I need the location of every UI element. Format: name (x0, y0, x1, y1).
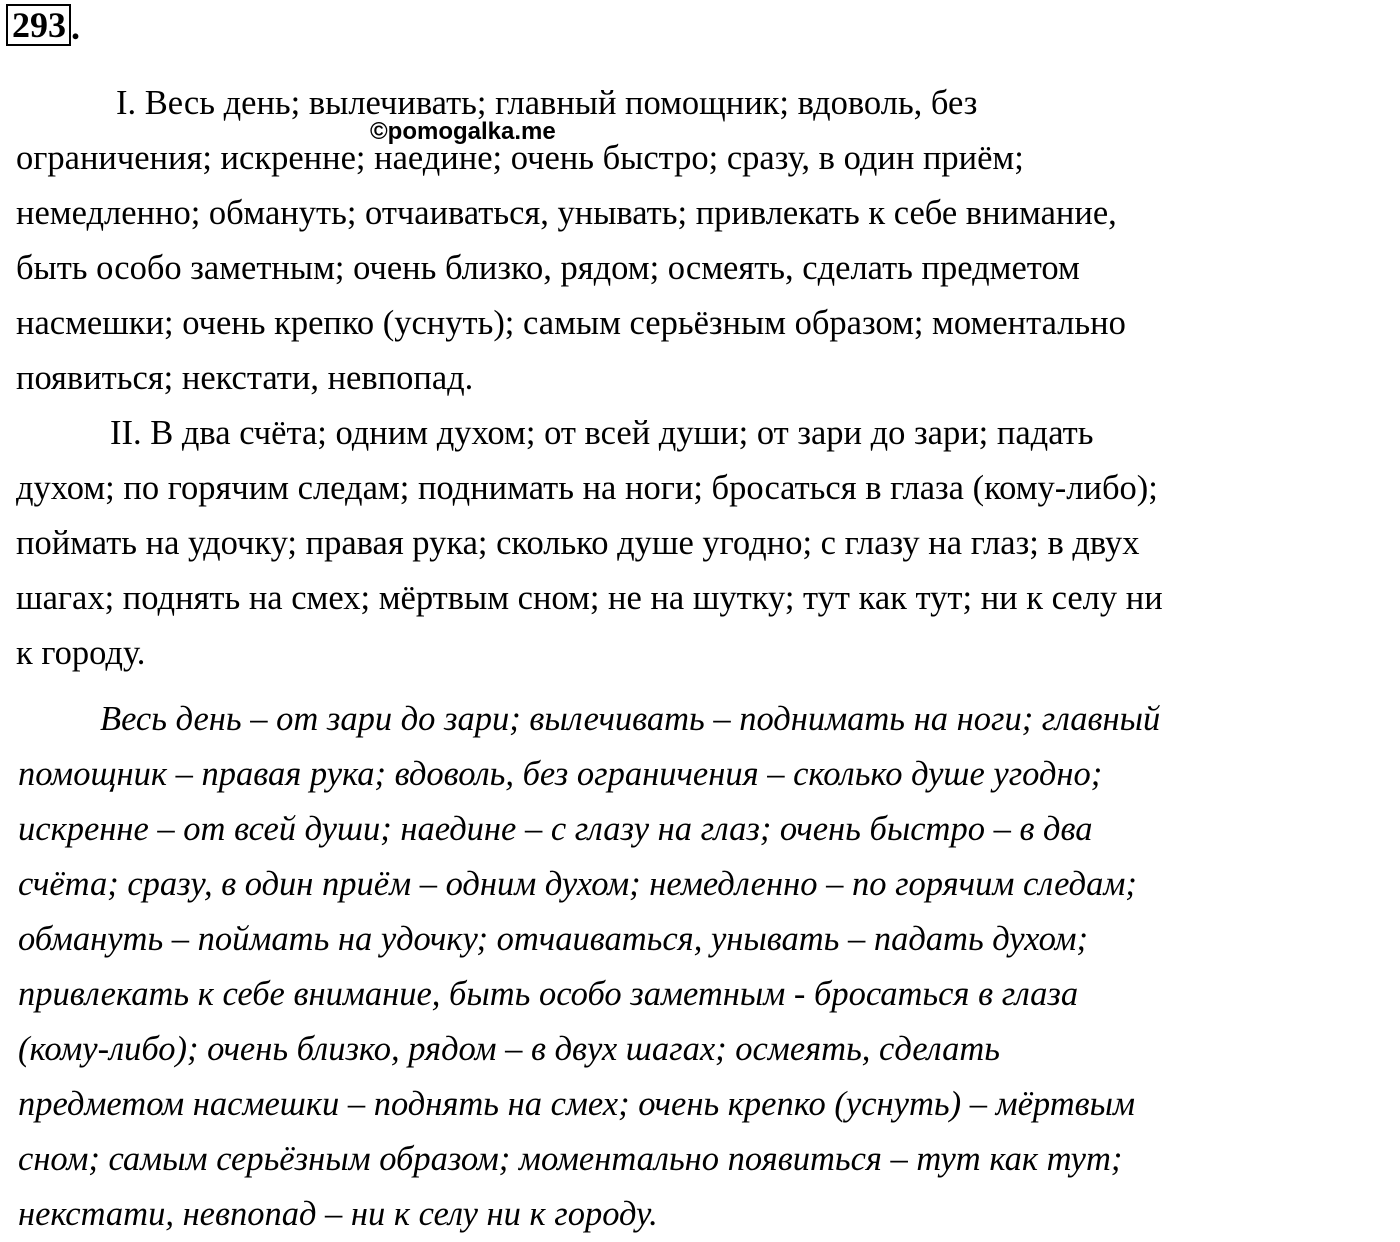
part2-line: шагах; поднять на смех; мёртвым сном; не на шутку; тут как тут; ни к селу ни (16, 579, 1163, 617)
part1-line: быть особо заметным; очень близко, рядом; осмеять, сделать предметом (16, 249, 1080, 287)
part2-line: II. В два счёта; одним духом; от всей души; от зари до зари; падать (110, 414, 1094, 452)
answer-line: помощник – правая рука; вдоволь, без ограничения – сколько душе угодно; (18, 755, 1103, 793)
answer-paragraph (18, 692, 1390, 1242)
part1-line: немедленно; обмануть; отчаиваться, унывать; привлекать к себе внимание, (16, 194, 1117, 232)
answer-line: (кому-либо); очень близко, рядом – в двух шагах; осмеять, сделать (18, 1030, 1001, 1068)
answer-line: предметом насмешки – поднять на смех; очень крепко (уснуть) – мёртвым (18, 1085, 1135, 1123)
part1-line: I. Весь день; вылечивать; главный помощник; вдоволь, без (116, 84, 978, 122)
answer-line: некстати, невпопад – ни к селу ни к городу. (18, 1195, 658, 1233)
part1-line: появиться; некстати, невпопад. (16, 359, 474, 397)
exercise-part-2 (16, 406, 1396, 681)
part2-line: духом; по горячим следам; поднимать на ноги; бросаться в глаза (кому-либо); (16, 469, 1158, 507)
exercise-part-1 (16, 76, 1396, 406)
answer-line: искренне – от всей души; наедине – с глазу на глаз; очень быстро – в два (18, 810, 1093, 848)
task-number (6, 6, 80, 46)
answer-line: Весь день – от зари до зари; вылечивать – поднимать на ноги; главный (100, 700, 1161, 738)
task-number-suffix: . (71, 7, 80, 47)
part1-line: ограничения; искренне; наедине; очень быстро; сразу, в один приём; (16, 139, 1024, 177)
part1-line: насмешки; очень крепко (уснуть); самым серьёзным образом; моментально (16, 304, 1126, 342)
answer-line: счёта; сразу, в один приём – одним духом; немедленно – по горячим следам; (18, 865, 1137, 903)
answer-line: привлекать к себе внимание, быть особо заметным - бросаться в глаза (18, 975, 1079, 1013)
part2-line: поймать на удочку; правая рука; сколько душе угодно; с глазу на глаз; в двух (16, 524, 1140, 562)
task-number-box: 293 (6, 4, 71, 46)
answer-line: сном; самым серьёзным образом; моментально появиться – тут как тут; (18, 1140, 1123, 1178)
part2-line: к городу. (16, 634, 146, 672)
answer-line: обмануть – поймать на удочку; отчаиваться, унывать – падать духом; (18, 920, 1089, 958)
watermark: ©pomogalka.me (370, 118, 556, 145)
